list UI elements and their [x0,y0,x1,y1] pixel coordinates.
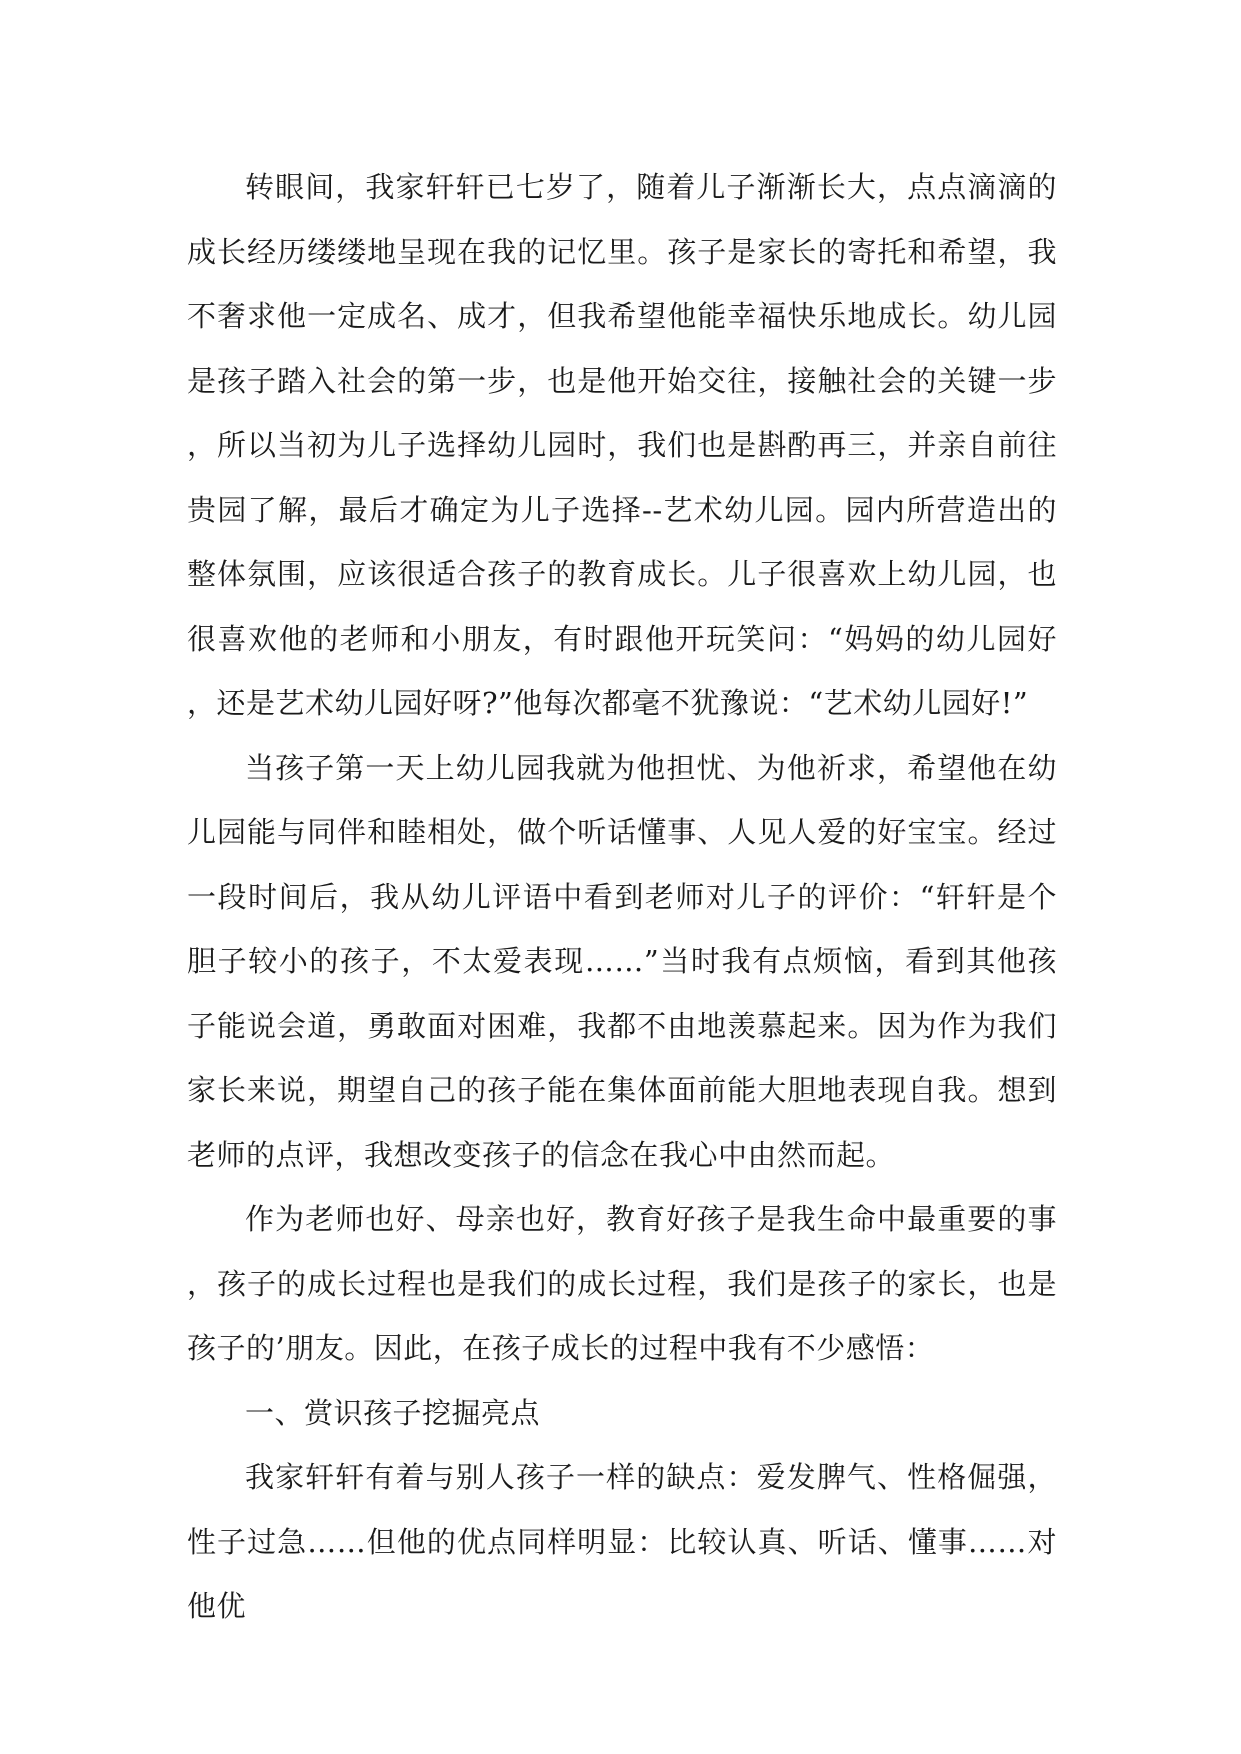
paragraph-reflection: 作为老师也好、母亲也好，教育好孩子是我生命中最重要的事，孩子的成长过程也是我们的成长过程，我们是孩子的家长，也是孩子的’朋友。因此，在孩子成长的过程中我有不少感悟： [187,1202,1057,1365]
paragraph-intro: 转眼间，我家轩轩已七岁了，随着儿子渐渐长大，点点滴滴的成长经历缕缕地呈现在我的记忆里。孩子是家长的寄托和希望，我不奢求他一定成名、成才，但我希望他能幸福快乐地成长。幼儿园是孩子踏入社会的第一步，也是他开始交往，接触社会的关键一步，所以当初为儿子选择幼儿园时，我们也是斟酌再三，并亲自前往贵园了解，最后才确定为儿子选择--艺术幼儿园。园内所营造出的整体氛围，应该很适合孩子的教育成长。儿子很喜欢上幼儿园，也很喜欢他的老师和小朋友，有时跟他开玩笑问：“妈妈的幼儿园好，还是艺术幼儿园好呀?”他每次都毫不犹豫说：“艺术幼儿园好!” [187,170,1057,720]
paragraph-strengths: 我家轩轩有着与别人孩子一样的缺点：爱发脾气、性格倔强，性子过急……但他的优点同样明显：比较认真、听话、懂事……对他优 [187,1460,1057,1623]
section-heading: 一、赏识孩子挖掘亮点 [245,1395,541,1430]
paragraph-first-day: 当孩子第一天上幼儿园我就为他担忧、为他祈求，希望他在幼儿园能与同伴和睦相处，做个听话懂事、人见人爱的好宝宝。经过一段时间后，我从幼儿评语中看到老师对儿子的评价：“轩轩是个胆子较小的孩子，不太爱表现……”当时我有点烦恼，看到其他孩子能说会道，勇敢面对困难，我都不由地羡慕起来。因为作为我们家长来说，期望自己的孩子能在集体面前能大胆地表现自我。想到老师的点评，我想改变孩子的信念在我心中由然而起。 [187,750,1057,1172]
document-body [187,155,1057,1639]
